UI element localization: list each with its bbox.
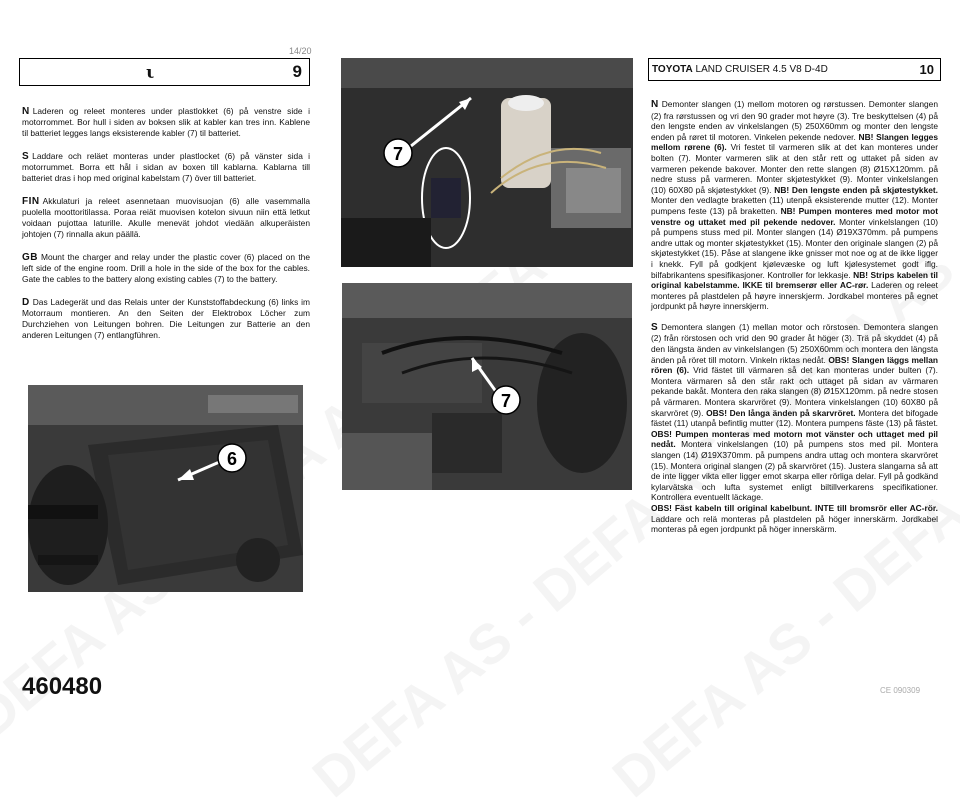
- vehicle-title: [652, 64, 828, 75]
- note-text: OBS! Pumpen monteras med motorn mot vänster och uttaget med pil nedåt.: [651, 428, 938, 450]
- header-glyph: ι: [146, 63, 155, 83]
- paragraph-gb: [22, 252, 310, 285]
- note-text: NB! Slangen legges mellom rørene (6).: [651, 131, 938, 153]
- lang-code: N: [22, 106, 30, 117]
- page-number-right: 10: [919, 62, 934, 77]
- lang-code: FIN: [22, 196, 40, 207]
- paragraph-text: Demontera slangen (1) mellan motor och rörstosen. Demontera slangen (2) från rörstosen och vrid den 90 grader åt höger (3). Trä på skyddet (4) på den längsta änden av vinkelslangen (5) 250X60mm och montera den längsta änden på röret till motorn. Vinkeln riktas nedåt.: [651, 321, 938, 365]
- callout-7: 7: [392, 144, 404, 164]
- header-box-right: [648, 58, 941, 81]
- callout-7: 7: [500, 391, 512, 411]
- note-text: NB! Den lengste enden på skjøtestykket.: [774, 184, 938, 195]
- lang-code: D: [22, 297, 30, 308]
- note-text: NB! Strips kabelen til original kabelstamme. IKKE til bremserør eller AC-rør.: [651, 269, 938, 291]
- lang-code: N: [651, 99, 659, 110]
- note-text: OBS! Fäst kabeln till original kabelbunt. INTE till bromsrör eller AC-rör.: [651, 502, 938, 513]
- paragraph-text: Laddare och reläet monteras under plastlocket (6) på vänster sida i motorrummet. Borra ett hål i sidan av boxen till kablarna. Kablarna till batteriet dras i hop med original kabelstam (7) över till batteriet.: [22, 151, 310, 183]
- vehicle-model: LAND CRUISER 4.5 V8 D-4D: [692, 64, 828, 75]
- paragraph-text: Mount the charger and relay under the plastic cover (6) placed on the left side of the engine room. Drill a hole in the side of the box for the cables. Gate the cables to the battery along existing cables (7) to the battery.: [22, 252, 310, 284]
- note-text: OBS! Den långa änden på skarvröret.: [706, 407, 856, 418]
- engine-cover-photo: [28, 385, 303, 592]
- paragraph-no-right: [651, 99, 938, 312]
- paragraph-text: Laddare och relä monteras på plastdelen på höger innerskärm. Jordkabel monteras på egen jordpunkt på höger innerskärm.: [651, 513, 938, 535]
- engine-bay-photo: [341, 58, 633, 267]
- left-text-column: [22, 106, 310, 353]
- note-text: OBS! Slangen läggs mellan rören (6).: [651, 354, 938, 376]
- paragraph-no: [22, 106, 310, 139]
- paragraph-text: Montera vinkelslangen (10) på pumpens stos med pil. Montera slangen (14) Ø19X370mm. på pumpens andra uttag och montera skarvröret (15). Montera original slangen (2) på skarvröret (15). Justera slangarna så att de inte ligger vikta eller ligger emot skarpa eller rörliga delar. Fyll på godkänd kylarvätska och lufta systemet enligt biltillverkarens specifikationer. Kontrollera eventuellt läckage.: [651, 439, 938, 503]
- lang-code: GB: [22, 252, 38, 263]
- engine-cables-photo: [342, 283, 632, 490]
- right-text-column: [651, 99, 938, 545]
- ce-mark: CE 090309: [880, 686, 921, 695]
- paragraph-fi: [22, 196, 310, 240]
- paragraph-text: Vrid fästet till värmaren så det kan monteras under bulten (7). Montera värmaren så den står rakt och uttaget på sidan av värmaren pekande bakåt. Montera den raka slangen (8) Ø15X120mm. på nedre stosen på värmaren. Montera skarvröret (9). Montera vinkelslangen (10) 60X80 på skarvröret (9).: [651, 365, 938, 418]
- note-text: NB! Pumpen monteres med motor mot venstre og uttaket med pil pekende nedover.: [651, 205, 939, 227]
- paragraph-text: Das Ladegerät und das Relais unter der Kunststoffabdeckung (6) links im Motorraum montieren. An den Seiten der Elektrobox Löcher zum Durchziehen von Leitungen bohren. Die Leitungen zur Batterie an den anderen Leitungen (7) entlangführen.: [22, 297, 310, 340]
- callout-6: 6: [226, 449, 238, 469]
- paragraph-se-right: [651, 322, 938, 535]
- paragraph-text: Demonter slangen (1) mellom motoren og rørstussen. Demonter slangen (2) fra rørstussen og vri den 90 grader mot høyre (3). Tre beskyttelsen (4) på den lengste enden av vinkelslangen (5) 250X60mm og monter den lengste enden på røret til motoren. Vinkelen pekende nedover.: [651, 99, 938, 142]
- product-code: 460480: [22, 673, 103, 700]
- page-counter: 14/20: [289, 46, 312, 56]
- paragraph-se: [22, 151, 310, 184]
- paragraph-text: Vri festet til varmeren slik at det kan monteres under bolten (7). Monter varmeren slik at den står rett og uttaket på siden av varmeren pekende bakover. Monter den rette slangen (8) Ø15X120mm. på nedre stuss på varmeren. Monter skjøtestykket (9). Monter vinkelslangen (10) 60X80 på skjøtestykket (9).: [651, 142, 939, 195]
- paragraph-text: Laderen og releet monteres på plastdelen på høyre innerskjerm. Jordkabel monteres på egnet jordpunkt på høyre innerskjerm.: [651, 280, 938, 312]
- vehicle-brand: TOYOTA: [652, 64, 693, 75]
- page-number-left: 9: [292, 62, 302, 81]
- paragraph-de: [22, 297, 310, 341]
- paragraph-text: Monter den vedlagte braketten (11) utenpå eksisterende mutter (12). Monter pumpens feste (13) på braketten.: [651, 195, 938, 216]
- paragraph-text: Montera det bifogade fästet (11) utanpå befintlig mutter (12). Montera pumpens fäste (13) på fästet.: [651, 407, 938, 429]
- paragraph-text: Monter vinkelslangen (10) på pumpens stuss med pil. Monter slangen (14) Ø19X370mm. på pumpens andre uttak og monter skjøtestykket (15). Monter den originale slangen (2) på skjøtestykket (15). Påse at slangene ikke gnisser mot noe og at de ikke ligger i knekk. Fyll på godkjent kjølevæske og luft kjølesystemet godt iflg. bilfabrikantens spesifikasjoner. Kontroller for lekkasje.: [651, 216, 938, 280]
- paragraph-text: Laderen og releet monteres under plastlokket (6) på venstre side i motorrommet. Bor hull i siden av boksen slik at kabler kan tres inn. Kablene til batteriet legges langs eksisterende kabler (7) til batteriet.: [22, 106, 310, 138]
- lang-code: S: [22, 151, 30, 162]
- paragraph-text: Akkulaturi ja releet asennetaan muovisuojan (6) alle vasemmalla puolella moottoritilassa. Poraa reiät muovisen kotelon sivuun niin että letkut voidaan pujottaa laturille. Akulle menevät johdot viedään alkuperäisten johtojen (7) rinnalla akun päällä.: [22, 196, 310, 239]
- header-box-left: [19, 58, 310, 86]
- lang-code: S: [651, 321, 659, 333]
